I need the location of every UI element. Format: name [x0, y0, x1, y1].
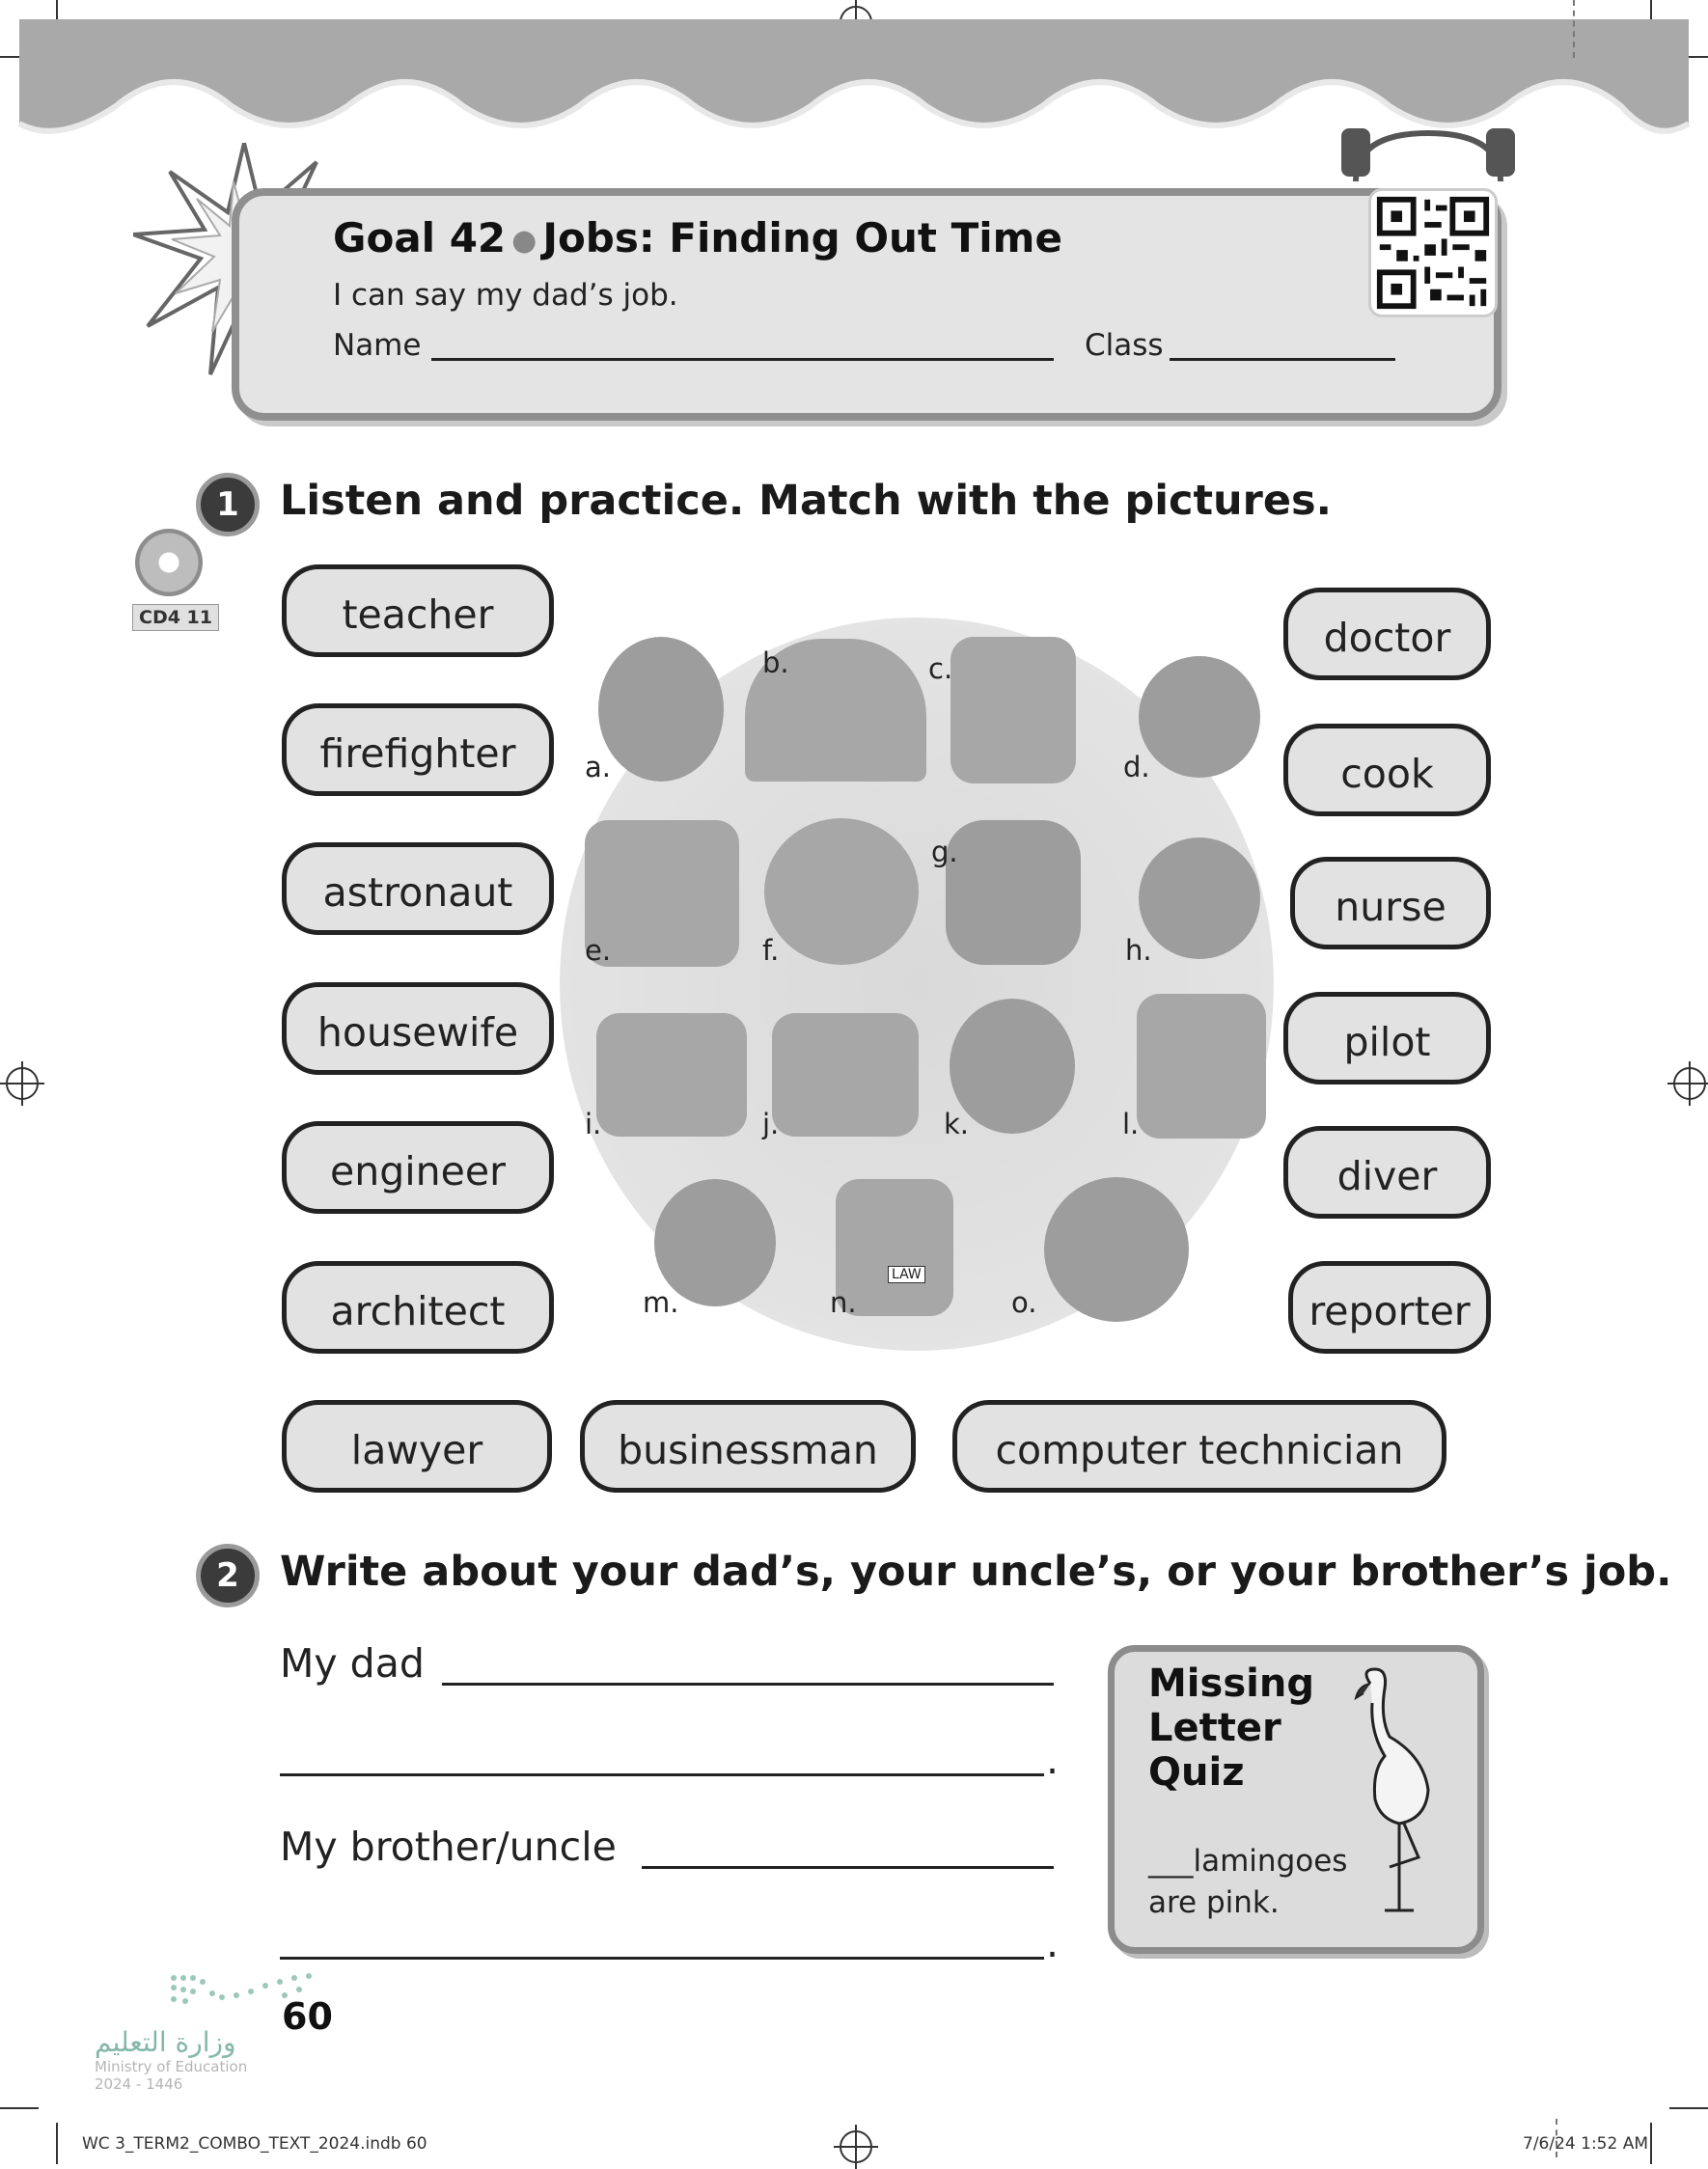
picture-label-j: j.	[762, 1108, 780, 1140]
word-pill-architect[interactable]: architect	[282, 1261, 554, 1354]
registration-mark-icon	[1673, 1067, 1706, 1100]
ministry-logo	[95, 2026, 259, 2093]
word-pill-lawyer[interactable]: lawyer	[282, 1400, 552, 1493]
quiz-title	[1148, 1661, 1312, 1795]
exercise-1-number: 1	[196, 473, 260, 536]
qr-code[interactable]	[1368, 188, 1498, 317]
quiz-title-line: Missing	[1148, 1661, 1314, 1706]
write-line-period: .	[1046, 1737, 1060, 1783]
ministry-year: 2024 - 1446	[95, 2075, 183, 2093]
write-line-period: .	[1046, 1920, 1060, 1966]
picture-label-i: i.	[585, 1108, 602, 1140]
word-pill-housewife[interactable]: housewife	[282, 982, 554, 1075]
quiz-title-line: Letter	[1148, 1706, 1281, 1750]
picture-label-g: g.	[931, 836, 958, 868]
picture-label-f: f.	[762, 934, 780, 967]
word-pill-nurse[interactable]: nurse	[1290, 857, 1491, 949]
qr-code-icon	[1374, 194, 1492, 312]
cd-icon[interactable]	[135, 529, 203, 596]
class-input-line[interactable]	[1170, 358, 1395, 361]
ministry-arabic-name: وزارة التعليم	[95, 2026, 236, 2058]
picture-businessman[interactable]	[1137, 994, 1266, 1139]
picture-label-a: a.	[585, 751, 611, 783]
crop-mark	[1669, 2107, 1708, 2109]
exercise-1-instruction: Listen and practice. Match with the pictures.	[280, 477, 1332, 525]
registration-mark-icon	[840, 2130, 872, 2163]
word-pill-computer-technician[interactable]: computer technician	[952, 1400, 1446, 1493]
write-line-brother-uncle-continued[interactable]	[280, 1957, 1044, 1960]
word-pill-astronaut[interactable]: astronaut	[282, 842, 554, 935]
exercise-2-instruction: Write about your dad’s, your uncle’s, or your brother’s job.	[280, 1548, 1672, 1596]
goal-topic: Jobs: Finding Out Time	[542, 214, 1062, 261]
picture-architect[interactable]	[950, 637, 1076, 783]
page-number: 60	[282, 1995, 333, 2038]
ministry-english-name: Ministry of Education	[95, 2058, 248, 2075]
picture-label-k: k.	[944, 1108, 970, 1140]
goal-label: Goal 42	[333, 214, 507, 261]
class-label: Class	[1085, 328, 1164, 363]
write-line-brother-uncle[interactable]	[642, 1866, 1054, 1869]
registration-mark-icon	[6, 1067, 39, 1100]
picture-label-e: e.	[585, 934, 612, 967]
picture-pilot[interactable]	[1139, 656, 1260, 778]
quiz-blank[interactable]: ___	[1148, 1844, 1194, 1879]
picture-engineer[interactable]	[764, 818, 919, 965]
quiz-sentence-line1: lamingoes	[1193, 1844, 1348, 1879]
name-input-line[interactable]	[431, 358, 1054, 361]
picture-label-l: l.	[1122, 1108, 1140, 1140]
footer-file-name: WC 3_TERM2_COMBO_TEXT_2024.indb 60	[82, 2134, 427, 2154]
picture-label-h: h.	[1125, 934, 1152, 967]
picture-label-d: d.	[1123, 751, 1150, 783]
picture-astronaut[interactable]	[598, 637, 724, 782]
footer-divider	[1573, 0, 1575, 58]
goal-objective: I can say my dad’s job.	[333, 278, 678, 313]
name-label: Name	[333, 328, 422, 363]
picture-label-n: n.	[830, 1286, 857, 1319]
word-pill-businessman[interactable]: businessman	[580, 1400, 916, 1493]
flamingo-icon	[1332, 1664, 1457, 1920]
word-pill-pilot[interactable]: pilot	[1283, 992, 1491, 1084]
picture-label-o: o.	[1011, 1286, 1037, 1319]
picture-label-b: b.	[762, 646, 789, 679]
word-pill-firefighter[interactable]: firefighter	[282, 703, 554, 796]
exercise-2-number: 2	[196, 1544, 260, 1607]
word-pill-cook[interactable]: cook	[1283, 724, 1491, 816]
word-pill-engineer[interactable]: engineer	[282, 1121, 554, 1214]
bullet-dot-icon: ●	[511, 224, 537, 258]
word-pill-teacher[interactable]: teacher	[282, 564, 554, 657]
quiz-sentence	[1148, 1841, 1347, 1924]
picture-cook[interactable]	[946, 820, 1081, 965]
crop-mark	[1650, 2123, 1652, 2164]
cd-track-label: CD4 11	[132, 604, 219, 631]
goal-title	[333, 214, 1062, 261]
write-label-dad: My dad	[280, 1640, 425, 1687]
crop-mark	[56, 2123, 58, 2164]
write-line-dad-continued[interactable]	[280, 1773, 1044, 1776]
footer-timestamp: 7/6/24 1:52 AM	[1523, 2134, 1648, 2154]
quiz-sentence-line2: are pink.	[1148, 1885, 1280, 1920]
picture-nurse[interactable]	[1044, 1177, 1189, 1322]
picture-label-c: c.	[928, 652, 953, 685]
picture-label-m: m.	[643, 1286, 679, 1319]
word-pill-reporter[interactable]: reporter	[1288, 1261, 1491, 1354]
crop-mark	[0, 2107, 39, 2109]
law-sign: LAW	[888, 1266, 925, 1283]
picture-diver[interactable]	[1139, 837, 1260, 959]
picture-teacher[interactable]	[596, 1013, 747, 1137]
quiz-title-line: Quiz	[1148, 1750, 1245, 1795]
write-label-brother-uncle: My brother/uncle	[280, 1824, 617, 1870]
word-pill-doctor[interactable]: doctor	[1283, 588, 1491, 680]
write-line-dad[interactable]	[442, 1683, 1054, 1686]
word-pill-diver[interactable]: diver	[1283, 1126, 1491, 1219]
picture-computer-technician[interactable]	[772, 1013, 919, 1137]
